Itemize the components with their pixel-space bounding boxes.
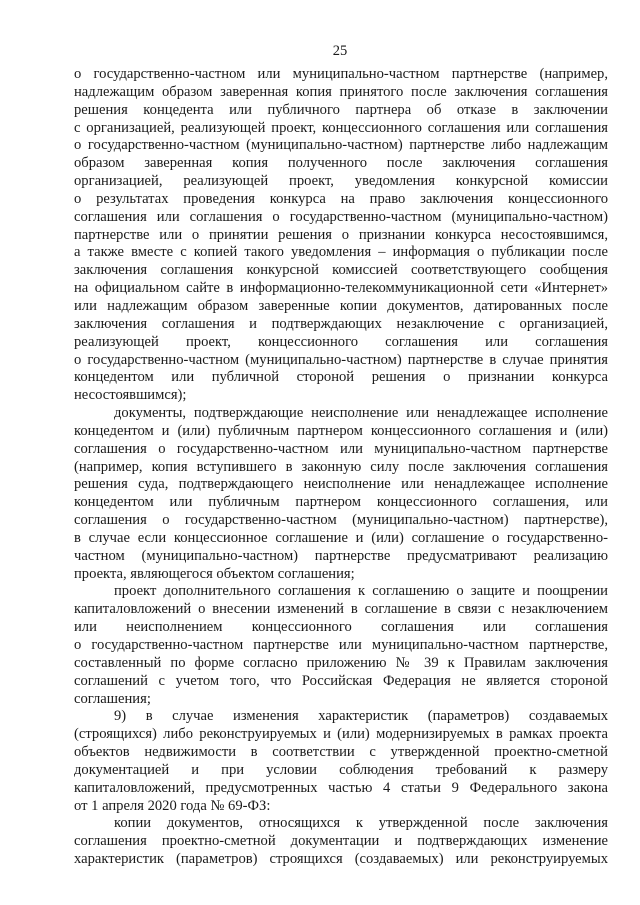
text-line: соглашения проектно-сметной документации и подтверждающих изменение (74, 833, 608, 850)
text-line: соглашения о государственно-частном или муниципально-частном партнерстве (74, 440, 608, 457)
text-line: (например, копия вступившего в законную силу после заключения соглашения (74, 458, 608, 475)
text-line: о государственно-частном или муниципально-частном партнерстве (например, (74, 66, 608, 82)
text-line: о результатах проведения конкурса на право заключения концессионного (74, 190, 608, 207)
text-line: соглашения о государственно-частном (муниципально-частном) партнерстве), (74, 512, 608, 529)
text-line: а также вместе с копией такого уведомления – информация о публикации после (74, 244, 608, 261)
text-line: от 1 апреля 2020 года № 69-ФЗ: (74, 797, 271, 814)
text-line: на официальном сайте в информационно-телекоммуникационной сети «Интернет» (74, 280, 608, 297)
text-line: концедентом и (или) публичным партнером концессионного соглашения и (или) (74, 422, 608, 439)
text-line: соглашения; (74, 690, 151, 707)
text-line: соглашения или соглашения о государственно-частном (муниципально-частном) (74, 208, 608, 225)
text-line: о государственно-частном партнерстве или муниципально-частном партнерстве, (74, 637, 608, 653)
text-line: или неисполнением концессионного соглашения или соглашения (74, 619, 608, 636)
text-line: копии документов, относящихся к утвержденной после заключения (114, 815, 608, 832)
text-line: решения концедента или публичного партнера об отказе в заключении (74, 101, 608, 118)
text-line: объектов недвижимости в соответствии с утвержденной проектно-сметной (74, 744, 608, 761)
text-line: партнерстве или о принятии решения о признании конкурса несостоявшимся, (74, 226, 608, 243)
text-line: проекта, являющегося объектом соглашения; (74, 565, 355, 582)
text-line: о государственно-частном (муниципально-частном) партнерстве в случае принятия (74, 351, 608, 368)
text-line: организацией, реализующей проект, уведомления конкурсной комиссии (74, 173, 608, 190)
text-line: реализующей проект, концессионного соглашения или соглашения (74, 333, 608, 350)
document-body (74, 66, 608, 869)
text-line: в случае если концессионное соглашение и (или) соглашение о государственно- (74, 529, 608, 546)
text-line: образом заверенная копия полученного после заключения соглашения (74, 155, 608, 172)
text-line: о государственно-частном (муниципально-частном) партнерстве либо надлежащим (74, 137, 608, 154)
text-line: проект дополнительного соглашения к соглашению о защите и поощрении (114, 583, 608, 600)
text-line: концедентом или публичным партнером концессионного соглашения, или (74, 494, 608, 511)
text-line: соглашений с учетом того, что Российская Федерация не является стороной (74, 672, 608, 689)
text-line: частном (муниципально-частном) партнерстве предусматривают реализацию (74, 547, 608, 564)
text-line: (строящихся) либо реконструируемых и (или) модернизируемых в рамках проекта (74, 726, 608, 743)
text-line: с организацией, реализующей проект, концессионного соглашения или соглашения (74, 119, 608, 136)
text-line: характеристик (параметров) строящихся (создаваемых) или реконструируемых (74, 851, 608, 868)
text-line: документы, подтверждающие неисполнение или ненадлежащее исполнение (114, 405, 608, 422)
text-line: 9) в случае изменения характеристик (параметров) создаваемых (114, 708, 608, 725)
text-line: заключения соглашения и подтверждающих незаключение с организацией, (74, 315, 608, 332)
text-line: составленный по форме согласно приложению № 39 к Правилам заключения (74, 654, 608, 671)
text-line: концедентом или публичной стороной решения о признании конкурса (74, 369, 608, 386)
text-line: заключения соглашения конкурсной комиссией соответствующего сообщения (74, 262, 608, 279)
page-number: 25 (332, 43, 348, 59)
text-line: или надлежащим образом заверенные копии документов, датированных после (74, 297, 608, 314)
text-line: капиталовложений, предусмотренных частью 4 статьи 9 Федерального закона (74, 779, 608, 796)
text-line: несостоявшимся); (74, 387, 187, 404)
text-line: решения суда, подтверждающего неисполнение или ненадлежащее исполнение (74, 476, 608, 493)
text-line: надлежащим образом заверенная копия принятого после заключения соглашения (74, 83, 608, 100)
text-line: документацией и при условии соблюдения требований к размеру (74, 761, 608, 778)
text-line: капиталовложений о внесении изменений в соглашение в связи с незаключением (74, 601, 608, 618)
